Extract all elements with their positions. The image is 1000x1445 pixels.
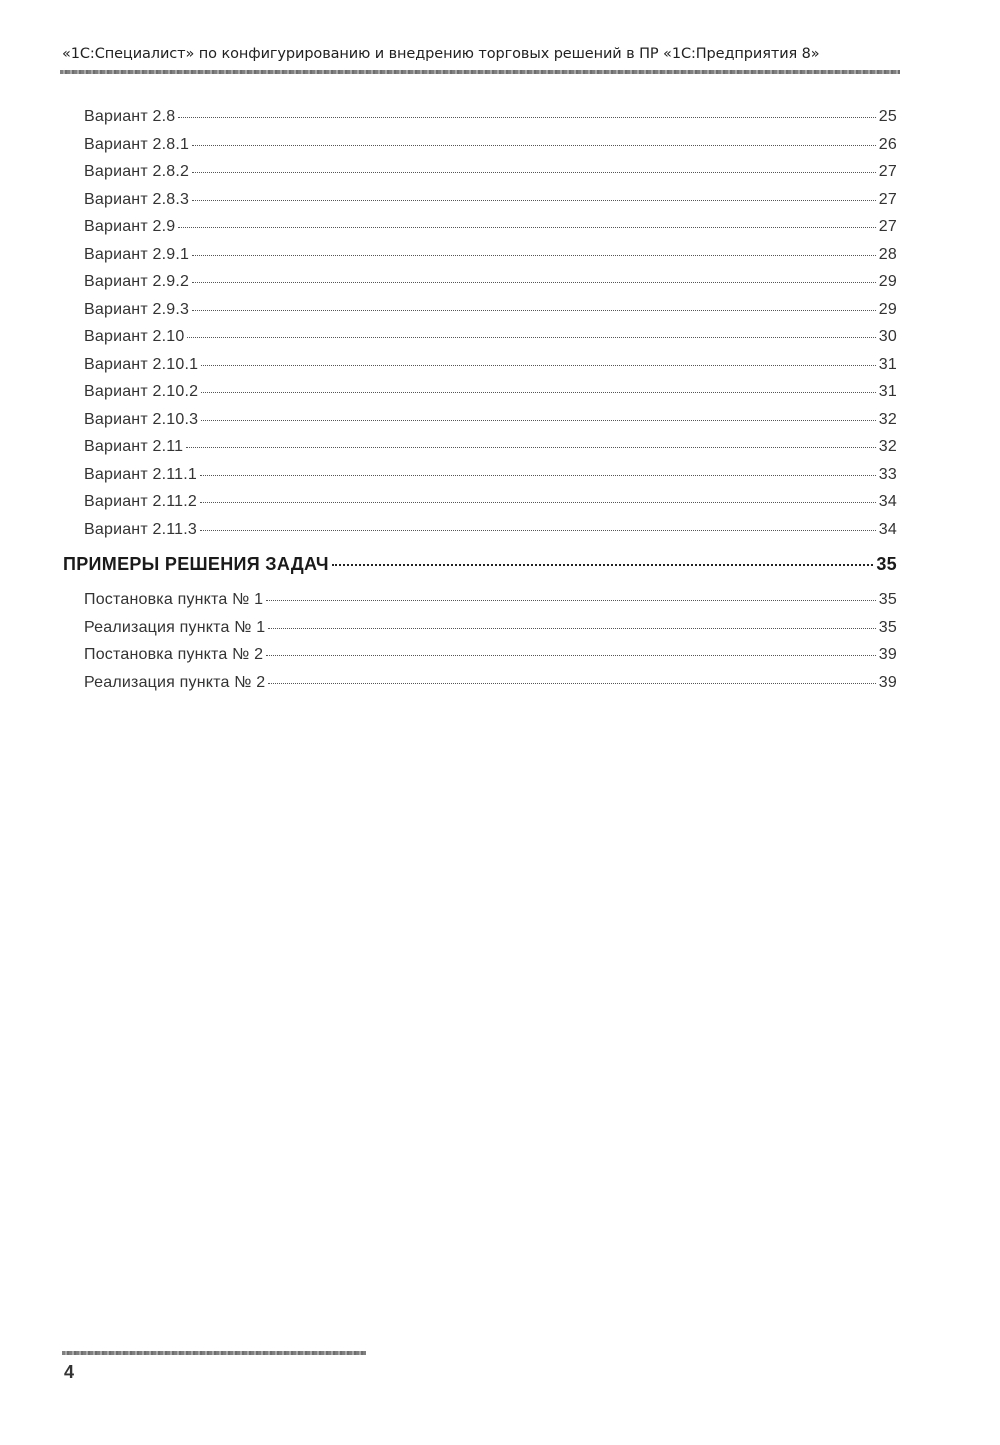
running-header: «1С:Специалист» по конфигурированию и внедрению торговых решений в ПР «1С:Предприятия 8» <box>62 46 820 62</box>
dot-leader <box>192 171 876 173</box>
toc-entry-label: Вариант 2.11.3 <box>84 520 198 538</box>
toc-entry-page: 25 <box>878 108 897 125</box>
dot-leader <box>200 474 876 476</box>
dot-leader <box>187 336 875 338</box>
toc-entry-label: Вариант 2.10.1 <box>84 355 199 373</box>
toc-entry-page: 39 <box>878 673 897 691</box>
toc-entry[interactable] <box>84 521 897 539</box>
toc-entry-label: Реализация пункта № 1 <box>84 618 266 636</box>
dot-leader <box>192 254 876 256</box>
header-divider <box>60 70 900 74</box>
toc-entry-page: 32 <box>878 410 897 428</box>
toc-entry-page: 35 <box>878 591 897 608</box>
toc-entry-page: 29 <box>878 300 897 318</box>
dot-leader <box>268 627 875 629</box>
toc-section-label: ПРИМЕРЫ РЕШЕНИЯ ЗАДАЧ <box>63 554 329 574</box>
dot-leader <box>200 501 876 503</box>
toc-entry-page: 27 <box>878 163 897 180</box>
dot-leader <box>200 529 876 531</box>
toc-entry-label: Постановка пункта № 2 <box>84 646 264 663</box>
toc-entry[interactable] <box>84 383 897 401</box>
toc-entry-label: Вариант 2.10.2 <box>84 383 199 400</box>
dot-leader <box>201 419 876 421</box>
toc-entry-page: 34 <box>878 520 897 538</box>
toc-entry[interactable] <box>84 328 897 346</box>
toc-entry[interactable] <box>84 191 897 209</box>
toc-entry-page: 32 <box>878 438 897 455</box>
toc-entry[interactable] <box>84 301 897 319</box>
dot-leader <box>192 309 876 311</box>
toc-entry-label: Вариант 2.9 <box>84 218 176 235</box>
dot-leader <box>192 199 876 201</box>
toc-entry-page: 30 <box>878 328 897 345</box>
dot-leader <box>192 281 876 283</box>
toc-entry-page: 31 <box>878 383 897 400</box>
dot-leader <box>268 682 875 684</box>
toc-entry[interactable] <box>84 411 897 429</box>
toc-entry-page: 29 <box>878 273 897 290</box>
toc-entry[interactable] <box>84 674 897 692</box>
toc-entry[interactable] <box>84 136 897 154</box>
toc-entry[interactable] <box>84 619 897 637</box>
toc-entry-page: 26 <box>878 135 897 153</box>
dot-leader <box>178 116 875 118</box>
toc-entry[interactable] <box>84 163 897 181</box>
toc-entry-label: Вариант 2.8.1 <box>84 135 190 153</box>
toc-entry-page: 27 <box>878 218 897 235</box>
toc-entry[interactable] <box>84 466 897 484</box>
dot-leader <box>266 599 876 601</box>
toc-entry[interactable] <box>84 646 897 664</box>
dot-leader <box>201 364 876 366</box>
toc-section-page: 35 <box>876 554 897 574</box>
page-number: 4 <box>64 1362 75 1382</box>
toc-entry-label: Вариант 2.11.2 <box>84 493 198 510</box>
dot-leader <box>332 563 874 566</box>
toc-entry-label: Вариант 2.11.1 <box>84 465 198 483</box>
footer-divider <box>62 1351 366 1355</box>
toc-entry-label: Вариант 2.9.2 <box>84 273 190 290</box>
toc-entry-label: Вариант 2.10 <box>84 328 185 345</box>
toc-entry-label: Вариант 2.8 <box>84 108 176 125</box>
toc-entry-page: 33 <box>878 465 897 483</box>
toc-entry[interactable] <box>84 273 897 291</box>
dot-leader <box>266 654 876 656</box>
toc-entry-page: 39 <box>878 646 897 663</box>
toc-entry-page: 35 <box>878 618 897 636</box>
toc-entry-page: 27 <box>878 190 897 208</box>
toc-entry-label: Вариант 2.9.1 <box>84 245 190 263</box>
toc-entry-label: Вариант 2.8.3 <box>84 190 190 208</box>
toc-entry[interactable] <box>84 108 897 126</box>
toc-entry[interactable] <box>84 438 897 456</box>
toc-entry[interactable] <box>84 218 897 236</box>
toc-entry-label: Вариант 2.9.3 <box>84 300 190 318</box>
toc-entry-label: Реализация пункта № 2 <box>84 673 266 691</box>
toc-entry[interactable] <box>84 591 897 609</box>
dot-leader <box>186 446 876 448</box>
toc-entry-page: 31 <box>878 355 897 373</box>
dot-leader <box>192 144 876 146</box>
dot-leader <box>178 226 875 228</box>
toc-entry-label: Вариант 2.10.3 <box>84 410 199 428</box>
toc-entry[interactable] <box>84 356 897 374</box>
toc-entry-label: Постановка пункта № 1 <box>84 591 264 608</box>
toc-entry[interactable] <box>84 493 897 511</box>
dot-leader <box>201 391 876 393</box>
toc-entry-page: 28 <box>878 245 897 263</box>
toc-entry-label: Вариант 2.11 <box>84 438 184 455</box>
toc-section-heading[interactable] <box>63 554 897 575</box>
toc-entry-label: Вариант 2.8.2 <box>84 163 190 180</box>
toc-entry-page: 34 <box>878 493 897 510</box>
toc-entry[interactable] <box>84 246 897 264</box>
